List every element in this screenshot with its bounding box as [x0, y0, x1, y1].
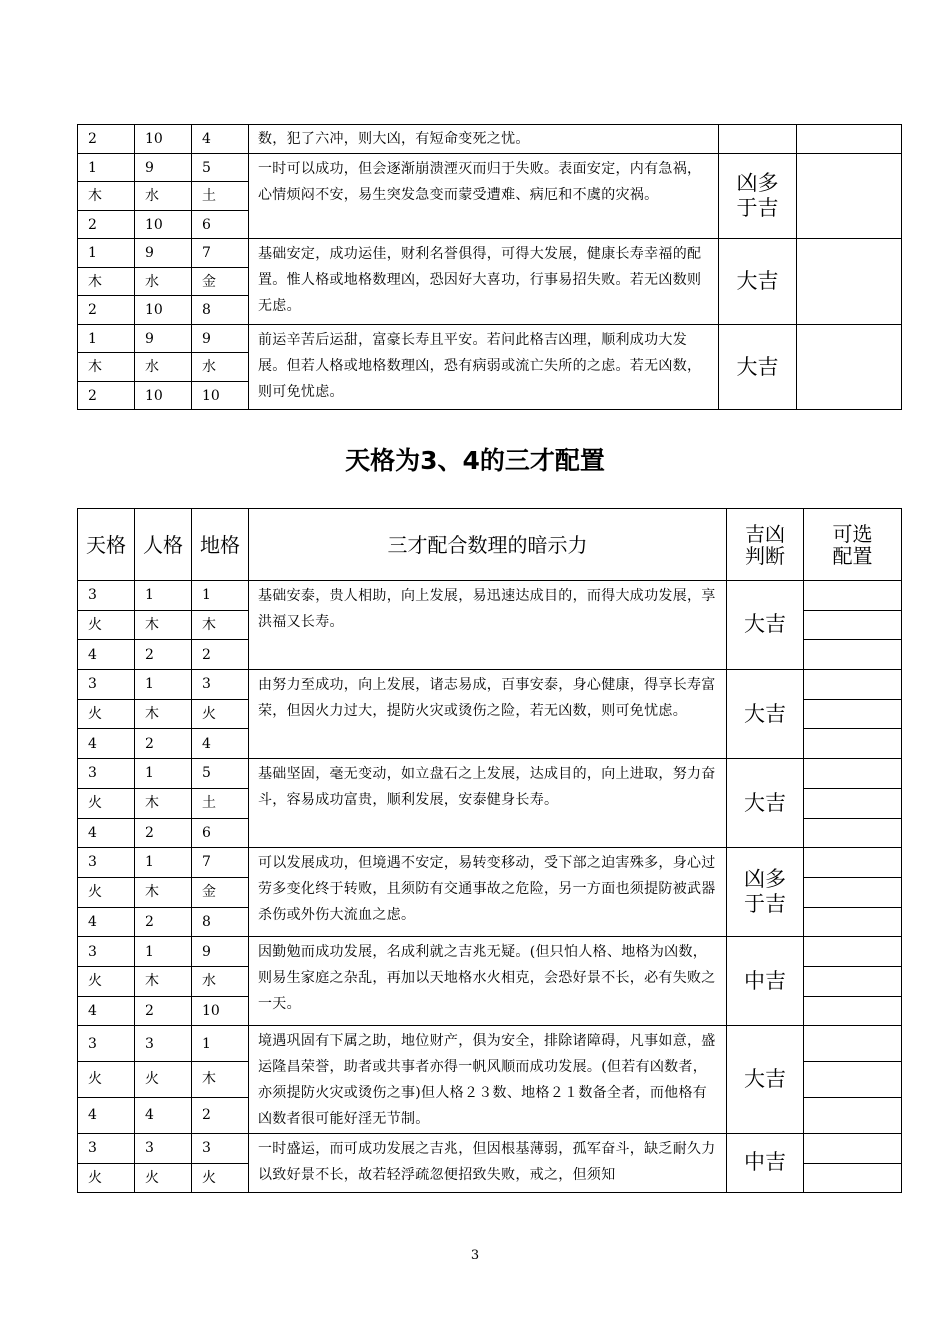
- option-cell: [804, 640, 902, 670]
- number-cell: 木: [192, 1062, 249, 1098]
- verdict-cell: [719, 125, 797, 154]
- header-description: 三才配合数理的暗示力: [249, 509, 727, 581]
- number-cell: 木: [78, 267, 135, 296]
- number-cell: 3: [78, 581, 135, 611]
- header-tian-ge: 天格: [78, 509, 135, 581]
- option-cell: [804, 1098, 902, 1134]
- number-cell: 水: [192, 966, 249, 996]
- number-cell: 火: [78, 699, 135, 729]
- number-cell: 火: [78, 788, 135, 818]
- number-cell: 1: [135, 848, 192, 878]
- number-cell: 10: [135, 296, 192, 325]
- option-cell: [804, 1163, 902, 1193]
- number-cell: 9: [192, 937, 249, 967]
- option-cell: [804, 729, 902, 759]
- number-cell: 1: [192, 581, 249, 611]
- number-cell: 3: [78, 937, 135, 967]
- verdict-cell: 大吉: [727, 581, 804, 670]
- description-cell: 由努力至成功，向上发展，诸志易成，百事安泰，身心健康，得享长寿富荣，但因火力过大，提防火灾或烫伤之险，若无凶数，则可免忧虑。: [249, 670, 727, 759]
- description-cell: 一时可以成功，但会逐渐崩溃湮灭而归于失败。表面安定，内有急祸，心情烦闷不安，易生突发急变而蒙受遭难、病厄和不虞的灾祸。: [249, 153, 719, 239]
- sancai-table-body: [78, 581, 902, 1193]
- option-cell: [797, 239, 902, 325]
- number-cell: 火: [192, 699, 249, 729]
- number-cell: 火: [78, 1062, 135, 1098]
- number-cell: 火: [78, 966, 135, 996]
- number-cell: 1: [78, 239, 135, 268]
- continued-table-body: [78, 125, 902, 410]
- option-cell: [804, 610, 902, 640]
- number-cell: 火: [78, 1163, 135, 1193]
- option-cell: [804, 670, 902, 700]
- number-cell: 4: [78, 907, 135, 937]
- number-cell: 10: [192, 381, 249, 410]
- header-verdict: 吉凶判断: [727, 509, 804, 581]
- option-cell: [804, 996, 902, 1026]
- table-row: [78, 1133, 902, 1163]
- number-cell: 5: [192, 153, 249, 182]
- number-cell: 木: [135, 699, 192, 729]
- table-row: [78, 937, 902, 967]
- header-option: 可选配置: [804, 509, 902, 581]
- option-cell: [797, 153, 902, 239]
- verdict-cell: 大吉: [727, 670, 804, 759]
- option-cell: [804, 966, 902, 996]
- verdict-cell: 大吉: [727, 1026, 804, 1134]
- verdict-cell: 凶多于吉: [727, 848, 804, 937]
- number-cell: 1: [135, 670, 192, 700]
- number-cell: 3: [135, 1133, 192, 1163]
- number-cell: 2: [135, 818, 192, 848]
- number-cell: 4: [78, 818, 135, 848]
- number-cell: 火: [192, 1163, 249, 1193]
- number-cell: 火: [78, 877, 135, 907]
- number-cell: 4: [192, 125, 249, 154]
- table-row: [78, 848, 902, 878]
- number-cell: 7: [192, 239, 249, 268]
- number-cell: 土: [192, 788, 249, 818]
- description-cell: 可以发展成功，但境遇不安定，易转变移动，受下部之迫害殊多，身心过劳多变化终于转败，且须防有交通事故之危险，另一方面也须提防被武器杀伤或外伤大流血之虑。: [249, 848, 727, 937]
- number-cell: 2: [135, 640, 192, 670]
- option-cell: [804, 818, 902, 848]
- number-cell: 木: [135, 788, 192, 818]
- table-row: [78, 324, 902, 353]
- number-cell: 4: [78, 1098, 135, 1134]
- number-cell: 水: [135, 182, 192, 211]
- section-title: 天格为3、4的三才配置: [345, 446, 605, 475]
- option-cell: [804, 759, 902, 789]
- number-cell: 5: [192, 759, 249, 789]
- verdict-cell: 凶多于吉: [719, 153, 797, 239]
- number-cell: 2: [192, 640, 249, 670]
- number-cell: 金: [192, 877, 249, 907]
- table-row: [78, 239, 902, 268]
- number-cell: 水: [135, 353, 192, 382]
- header-ren-ge: 人格: [135, 509, 192, 581]
- number-cell: 2: [78, 381, 135, 410]
- number-cell: 土: [192, 182, 249, 211]
- table-row: [78, 153, 902, 182]
- number-cell: 1: [135, 937, 192, 967]
- number-cell: 2: [78, 296, 135, 325]
- number-cell: 9: [135, 324, 192, 353]
- description-cell: 数，犯了六冲，则大凶，有短命变死之忧。: [249, 125, 719, 154]
- number-cell: 10: [135, 210, 192, 239]
- number-cell: 1: [78, 324, 135, 353]
- number-cell: 4: [78, 729, 135, 759]
- number-cell: 4: [78, 640, 135, 670]
- option-cell: [804, 581, 902, 611]
- number-cell: 3: [78, 670, 135, 700]
- number-cell: 7: [192, 848, 249, 878]
- number-cell: 10: [192, 996, 249, 1026]
- number-cell: 9: [135, 239, 192, 268]
- number-cell: 9: [192, 324, 249, 353]
- number-cell: 2: [135, 729, 192, 759]
- number-cell: 3: [78, 1026, 135, 1062]
- description-cell: 基础安定，成功运佳，财利名誉俱得，可得大发展，健康长寿幸福的配置。惟人格或地格数理凶，恐因好大喜功，行事易招失败。若无凶数则无虑。: [249, 239, 719, 325]
- number-cell: 4: [135, 1098, 192, 1134]
- number-cell: 2: [78, 125, 135, 154]
- description-cell: 因勤勉而成功发展，名成利就之吉兆无疑。(但只怕人格、地格为凶数，则易生家庭之杂乱，再加以天地格水火相克，会恐好景不长，必有失败之一天。: [249, 937, 727, 1026]
- number-cell: 火: [135, 1062, 192, 1098]
- option-cell: [804, 907, 902, 937]
- number-cell: 3: [78, 759, 135, 789]
- table-row: [78, 581, 902, 611]
- number-cell: 3: [78, 1133, 135, 1163]
- description-cell: 一时盛运，而可成功发展之吉兆，但因根基薄弱，孤军奋斗，缺乏耐久力以致好景不长，故若轻浮疏忽便招致失败，戒之，但须知: [249, 1133, 727, 1192]
- number-cell: 6: [192, 210, 249, 239]
- number-cell: 1: [135, 759, 192, 789]
- option-cell: [804, 1062, 902, 1098]
- header-di-ge: 地格: [192, 509, 249, 581]
- number-cell: 2: [78, 210, 135, 239]
- option-cell: [804, 1026, 902, 1062]
- table-row: [78, 759, 902, 789]
- page-number: 3: [470, 1248, 480, 1263]
- number-cell: 水: [192, 353, 249, 382]
- number-cell: 1: [192, 1026, 249, 1062]
- number-cell: 木: [192, 610, 249, 640]
- number-cell: 1: [78, 153, 135, 182]
- number-cell: 3: [78, 848, 135, 878]
- table-row: [78, 670, 902, 700]
- option-cell: [804, 699, 902, 729]
- number-cell: 2: [192, 1098, 249, 1134]
- description-cell: 基础坚固，毫无变动，如立盘石之上发展，达成目的，向上进取，努力奋斗，容易成功富贵，顺利发展，安泰健身长寿。: [249, 759, 727, 848]
- verdict-cell: 大吉: [727, 759, 804, 848]
- number-cell: 1: [135, 581, 192, 611]
- table-row: [78, 1026, 902, 1062]
- number-cell: 木: [78, 353, 135, 382]
- number-cell: 2: [135, 907, 192, 937]
- number-cell: 2: [135, 996, 192, 1026]
- number-cell: 金: [192, 267, 249, 296]
- verdict-cell: 中吉: [727, 1133, 804, 1192]
- number-cell: 9: [135, 153, 192, 182]
- number-cell: 火: [78, 610, 135, 640]
- option-cell: [804, 788, 902, 818]
- option-cell: [804, 848, 902, 878]
- description-cell: 前运辛苦后运甜，富豪长寿且平安。若问此格吉凶理，顺利成功大发展。但若人格或地格数理凶，恐有病弱或流亡失所的之虑。若无凶数，则可免忧虑。: [249, 324, 719, 410]
- option-cell: [804, 937, 902, 967]
- verdict-cell: 大吉: [719, 324, 797, 410]
- description-cell: 境遇巩固有下属之助，地位财产，俱为安全，排除诸障碍，凡事如意，盛运隆昌荣誉，助者或共事者亦得一帆风顺而成功发展。(但若有凶数者，亦须提防火灾或烫伤之事)但人格２３数、地格２１数备全者，而他格有凶数者很可能好淫无节制。: [249, 1026, 727, 1134]
- number-cell: 8: [192, 907, 249, 937]
- sancai-table: [77, 508, 902, 1193]
- header-row: [78, 509, 902, 581]
- option-cell: [797, 324, 902, 410]
- option-cell: [804, 1133, 902, 1163]
- table-row: [78, 125, 902, 154]
- number-cell: 火: [135, 1163, 192, 1193]
- number-cell: 水: [135, 267, 192, 296]
- number-cell: 3: [135, 1026, 192, 1062]
- number-cell: 10: [135, 381, 192, 410]
- number-cell: 3: [192, 670, 249, 700]
- description-cell: 基础安泰，贵人相助，向上发展，易迅速达成目的，而得大成功发展，享洪福又长寿。: [249, 581, 727, 670]
- option-cell: [804, 877, 902, 907]
- number-cell: 木: [135, 966, 192, 996]
- number-cell: 木: [78, 182, 135, 211]
- number-cell: 木: [135, 610, 192, 640]
- continued-table: [77, 124, 902, 410]
- number-cell: 3: [192, 1133, 249, 1163]
- number-cell: 8: [192, 296, 249, 325]
- number-cell: 10: [135, 125, 192, 154]
- number-cell: 6: [192, 818, 249, 848]
- number-cell: 4: [192, 729, 249, 759]
- option-cell: [797, 125, 902, 154]
- verdict-cell: 大吉: [719, 239, 797, 325]
- number-cell: 4: [78, 996, 135, 1026]
- number-cell: 木: [135, 877, 192, 907]
- verdict-cell: 中吉: [727, 937, 804, 1026]
